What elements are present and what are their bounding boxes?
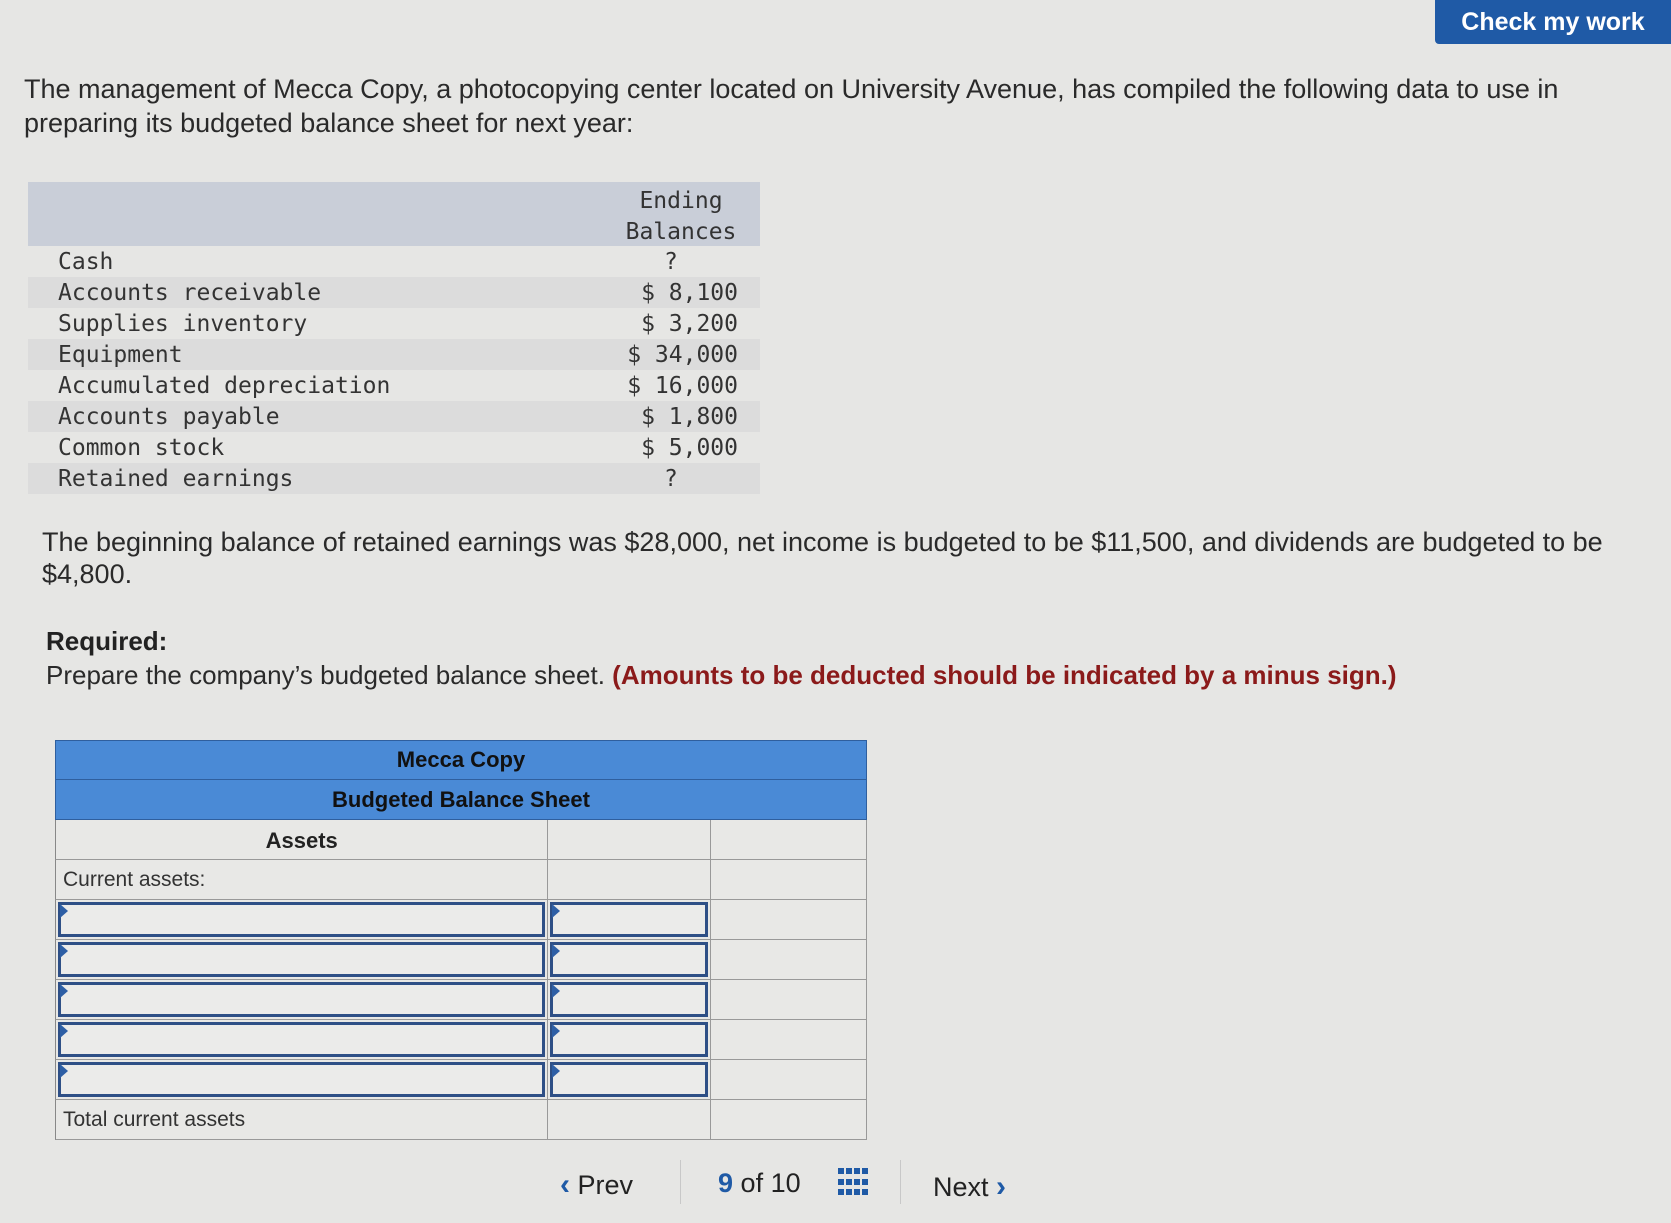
worksheet-input-row bbox=[55, 1020, 867, 1060]
input-marker-icon bbox=[552, 944, 560, 958]
account-dropdown[interactable] bbox=[58, 902, 545, 937]
amount-input[interactable] bbox=[550, 1022, 708, 1057]
dropdown-marker-icon bbox=[60, 904, 68, 918]
question-navigation bbox=[0, 1150, 1671, 1223]
balance-sheet-worksheet bbox=[55, 740, 867, 1140]
ending-balances-table bbox=[28, 182, 760, 494]
row-label: Cash bbox=[58, 248, 114, 275]
section-assets-label: Assets bbox=[265, 828, 338, 853]
total-current-assets-cell bbox=[548, 1100, 711, 1139]
retained-earnings-paragraph: The beginning balance of retained earnings was $28,000, net income is budgeted to be $11,500, and dividends are budgeted to be $4,800. bbox=[42, 527, 1603, 589]
table-row bbox=[28, 308, 760, 339]
table-header bbox=[28, 182, 760, 246]
worksheet-current-assets-row bbox=[55, 860, 867, 900]
row-value: $ 1,800 bbox=[641, 403, 738, 430]
next-label: Next bbox=[933, 1172, 989, 1202]
question-grid-icon[interactable] bbox=[838, 1168, 870, 1198]
row-value: ? bbox=[664, 465, 678, 492]
row-value: ? bbox=[664, 248, 678, 275]
instruction-main: Prepare the company’s budgeted balance sheet. bbox=[46, 660, 605, 690]
dropdown-marker-icon bbox=[60, 1064, 68, 1078]
current-question-number: 9 bbox=[718, 1168, 734, 1198]
account-dropdown[interactable] bbox=[58, 942, 545, 977]
question-total: of 10 bbox=[740, 1168, 801, 1198]
dropdown-marker-icon bbox=[60, 984, 68, 998]
chevron-right-icon: › bbox=[996, 1170, 1007, 1203]
worksheet-section-row bbox=[55, 820, 867, 860]
input-marker-icon bbox=[552, 904, 560, 918]
intro-text: The management of Mecca Copy, a photocopying center located on University Avenue, has compiled the following data to use in preparing its budgeted balance sheet for next year: bbox=[24, 74, 1559, 138]
row-value: $ 3,200 bbox=[641, 310, 738, 337]
row-value: $ 16,000 bbox=[627, 372, 738, 399]
worksheet-total-row bbox=[55, 1100, 867, 1140]
account-dropdown[interactable] bbox=[58, 1062, 545, 1097]
divider bbox=[900, 1160, 901, 1204]
worksheet-input-row bbox=[55, 1060, 867, 1100]
table-row bbox=[28, 463, 760, 494]
dropdown-marker-icon bbox=[60, 1024, 68, 1038]
dropdown-marker-icon bbox=[60, 944, 68, 958]
column-header-ending-balances: Ending Balances bbox=[625, 188, 737, 245]
check-my-work-button[interactable]: Check my work bbox=[1435, 0, 1671, 44]
row-value: $ 5,000 bbox=[641, 434, 738, 461]
table-row bbox=[28, 432, 760, 463]
prev-button[interactable] bbox=[560, 1168, 633, 1202]
amount-input[interactable] bbox=[550, 1062, 708, 1097]
row-label: Supplies inventory bbox=[58, 310, 308, 337]
row-value: $ 8,100 bbox=[641, 279, 738, 306]
divider bbox=[680, 1160, 681, 1204]
prev-label: Prev bbox=[577, 1170, 634, 1200]
row-label: Accounts payable bbox=[58, 403, 280, 430]
row-label: Common stock bbox=[58, 434, 225, 461]
required-heading: Required: bbox=[46, 626, 168, 656]
worksheet-input-row bbox=[55, 940, 867, 980]
row-label: Equipment bbox=[58, 341, 183, 368]
amount-input[interactable] bbox=[550, 982, 708, 1017]
worksheet-input-row bbox=[55, 980, 867, 1020]
worksheet-company-name: Mecca Copy bbox=[55, 740, 867, 780]
table-row bbox=[28, 246, 760, 277]
table-row bbox=[28, 401, 760, 432]
row-value: $ 34,000 bbox=[627, 341, 738, 368]
input-marker-icon bbox=[552, 984, 560, 998]
total-current-assets-label: Total current assets bbox=[63, 1108, 246, 1131]
amount-input[interactable] bbox=[550, 942, 708, 977]
input-marker-icon bbox=[552, 1064, 560, 1078]
worksheet-title: Budgeted Balance Sheet bbox=[55, 780, 867, 820]
instruction-emphasis: (Amounts to be deducted should be indicated by a minus sign.) bbox=[612, 660, 1397, 690]
current-assets-label: Current assets: bbox=[63, 868, 206, 891]
table-row bbox=[28, 370, 760, 401]
input-marker-icon bbox=[552, 1024, 560, 1038]
account-dropdown[interactable] bbox=[58, 982, 545, 1017]
row-label: Retained earnings bbox=[58, 465, 294, 492]
table-row bbox=[28, 339, 760, 370]
row-label: Accumulated depreciation bbox=[58, 372, 391, 399]
table-row bbox=[28, 277, 760, 308]
instruction-text bbox=[46, 660, 1606, 691]
amount-input[interactable] bbox=[550, 902, 708, 937]
next-button[interactable] bbox=[933, 1170, 1006, 1204]
row-label: Accounts receivable bbox=[58, 279, 322, 306]
worksheet-input-row bbox=[55, 900, 867, 940]
page-indicator bbox=[718, 1168, 801, 1199]
chevron-left-icon: ‹ bbox=[560, 1168, 570, 1201]
account-dropdown[interactable] bbox=[58, 1022, 545, 1057]
